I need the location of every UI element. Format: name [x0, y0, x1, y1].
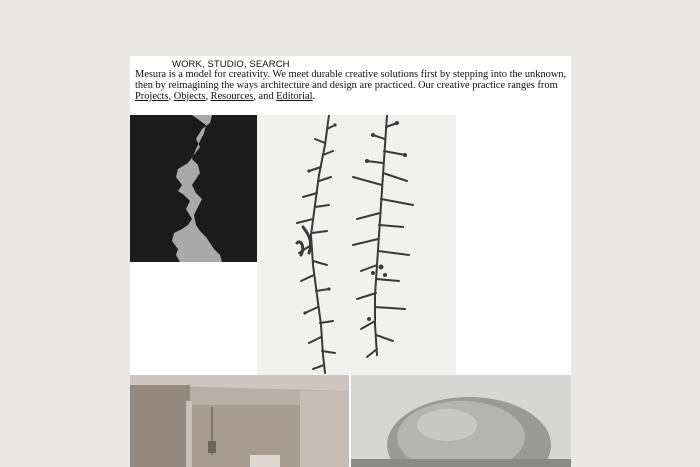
intro-paragraph — [135, 69, 567, 102]
intro-joiner: , — [168, 91, 174, 102]
intro-joiner: , — [205, 91, 211, 102]
page-card — [130, 56, 571, 467]
nav-studio-link[interactable]: STUDIO — [207, 59, 244, 70]
intro-period: . — [312, 91, 316, 102]
abstract-dark-grey-shape-image[interactable] — [130, 115, 257, 262]
nav-search-link[interactable]: SEARCH — [249, 59, 290, 70]
nav-work-link[interactable]: WORK — [172, 59, 202, 70]
nav-separator: , — [201, 59, 208, 70]
nav-separator: , — [243, 59, 250, 70]
intro-joiner: , and — [253, 91, 277, 102]
projects-link[interactable]: Projects — [135, 91, 169, 102]
resources-link[interactable]: Resources — [210, 91, 254, 102]
interior-room-image[interactable] — [130, 375, 349, 467]
objects-link[interactable]: Objects — [173, 91, 206, 102]
rock-boulder-image[interactable] — [351, 375, 571, 467]
thorny-branches-image[interactable] — [257, 115, 456, 375]
editorial-link[interactable]: Editorial — [276, 91, 313, 102]
intro-text: Mesura is a model for creativity. We meet durable creative solutions first by stepping into the unknown, then by reimagining the ways architecture and design are practiced. Our creative practice ranges from — [135, 69, 567, 91]
